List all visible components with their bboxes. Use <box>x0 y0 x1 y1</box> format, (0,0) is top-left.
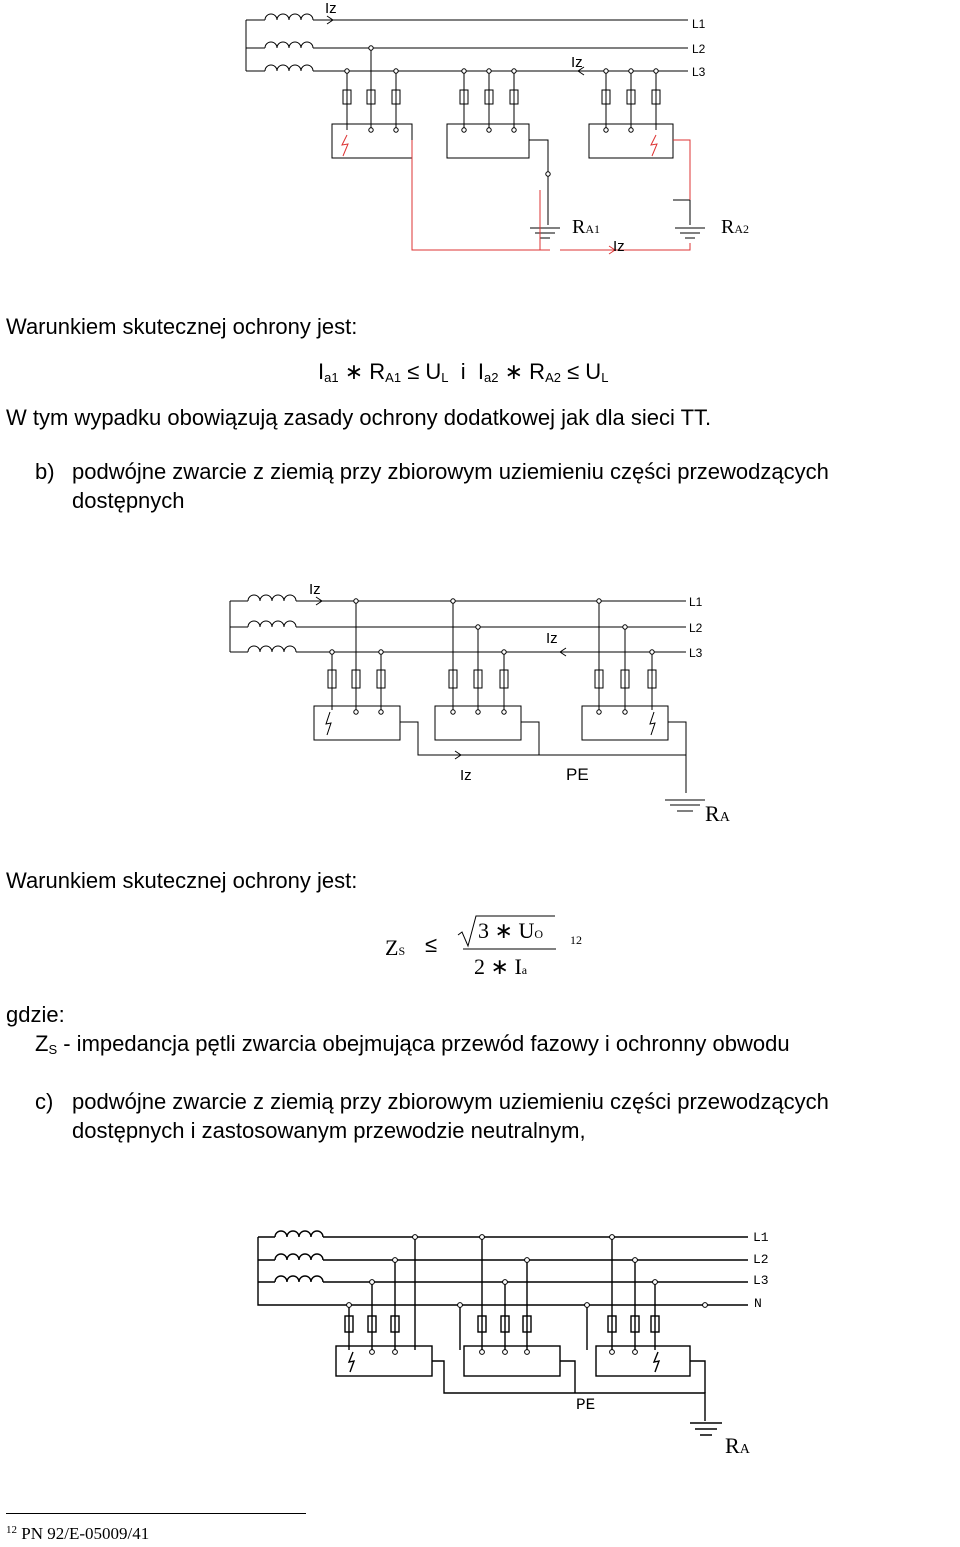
section-b-line2: dostępnych <box>72 488 185 513</box>
d2-phase-l3: L3 <box>689 646 703 660</box>
section-c-line2: dostępnych i zastosowanym przewodzie neutralnym, <box>72 1118 586 1143</box>
zs-definition: $Z_S$ - impedancja pętli zwarcia obejmująca przewód fazowy i ochronny obwodu <box>35 1031 790 1057</box>
d1-iz-top: Iz <box>325 0 337 17</box>
d1-ra1: RA1 <box>572 216 601 238</box>
d2-iz-mid: Iz <box>546 630 558 647</box>
section-b-marker: b) <box>35 459 55 484</box>
d1-phase-l3: L3 <box>692 65 706 79</box>
footnote: $^{12}$ PN 92/E-05009/41 <box>6 1524 150 1543</box>
formula-tt: $I_{a1}$ ∗ $R_{A1} \le U_L$ i $I_{a2}$ ∗ $R_{A2} \le U_L$ <box>318 359 609 385</box>
d1-iz-bottom: Iz <box>613 238 625 255</box>
d3-ra: RA <box>725 1433 750 1458</box>
formula-le: ≤ <box>425 932 438 957</box>
d2-phase-l2: L2 <box>689 621 703 635</box>
formula-numerator: 3 ∗ UO <box>478 918 543 943</box>
footnote-ref: 12 <box>570 933 582 947</box>
gdzie-label: gdzie: <box>6 1002 65 1027</box>
d1-phase-l2: L2 <box>692 42 706 56</box>
d2-ra: RA <box>705 801 730 826</box>
formula-zs: ZS <box>385 935 406 960</box>
condition-text-2: Warunkiem skutecznej ochrony jest: <box>6 868 358 893</box>
d3-phase-l3: L3 <box>753 1273 769 1288</box>
d1-phase-l1: L1 <box>692 17 706 31</box>
formula-denominator: 2 ∗ Ia <box>474 954 528 979</box>
d1-iz-mid: Iz <box>571 54 583 71</box>
section-c-marker: c) <box>35 1089 54 1114</box>
section-c-line1: podwójne zwarcie z ziemią przy zbiorowym uziemieniu części przewodzących <box>72 1089 829 1114</box>
d3-pe: PE <box>576 1396 596 1414</box>
d3-phase-l2: L2 <box>753 1252 769 1267</box>
tt-note-text: W tym wypadku obowiązują zasady ochrony dodatkowej jak dla sieci TT. <box>6 405 712 430</box>
footnote-separator <box>6 1513 306 1514</box>
d2-iz-bottom: Iz <box>460 767 472 784</box>
section-b-line1: podwójne zwarcie z ziemią przy zbiorowym uziemieniu części przewodzących <box>72 459 829 484</box>
condition-text-1: Warunkiem skutecznej ochrony jest: <box>6 314 358 339</box>
d2-phase-l1: L1 <box>689 595 703 609</box>
d1-ra2: RA2 <box>721 216 750 238</box>
d3-neutral: N <box>754 1296 762 1311</box>
d2-pe: PE <box>566 765 589 784</box>
d3-phase-l1: L1 <box>753 1230 769 1245</box>
d2-iz-top: Iz <box>309 581 321 598</box>
